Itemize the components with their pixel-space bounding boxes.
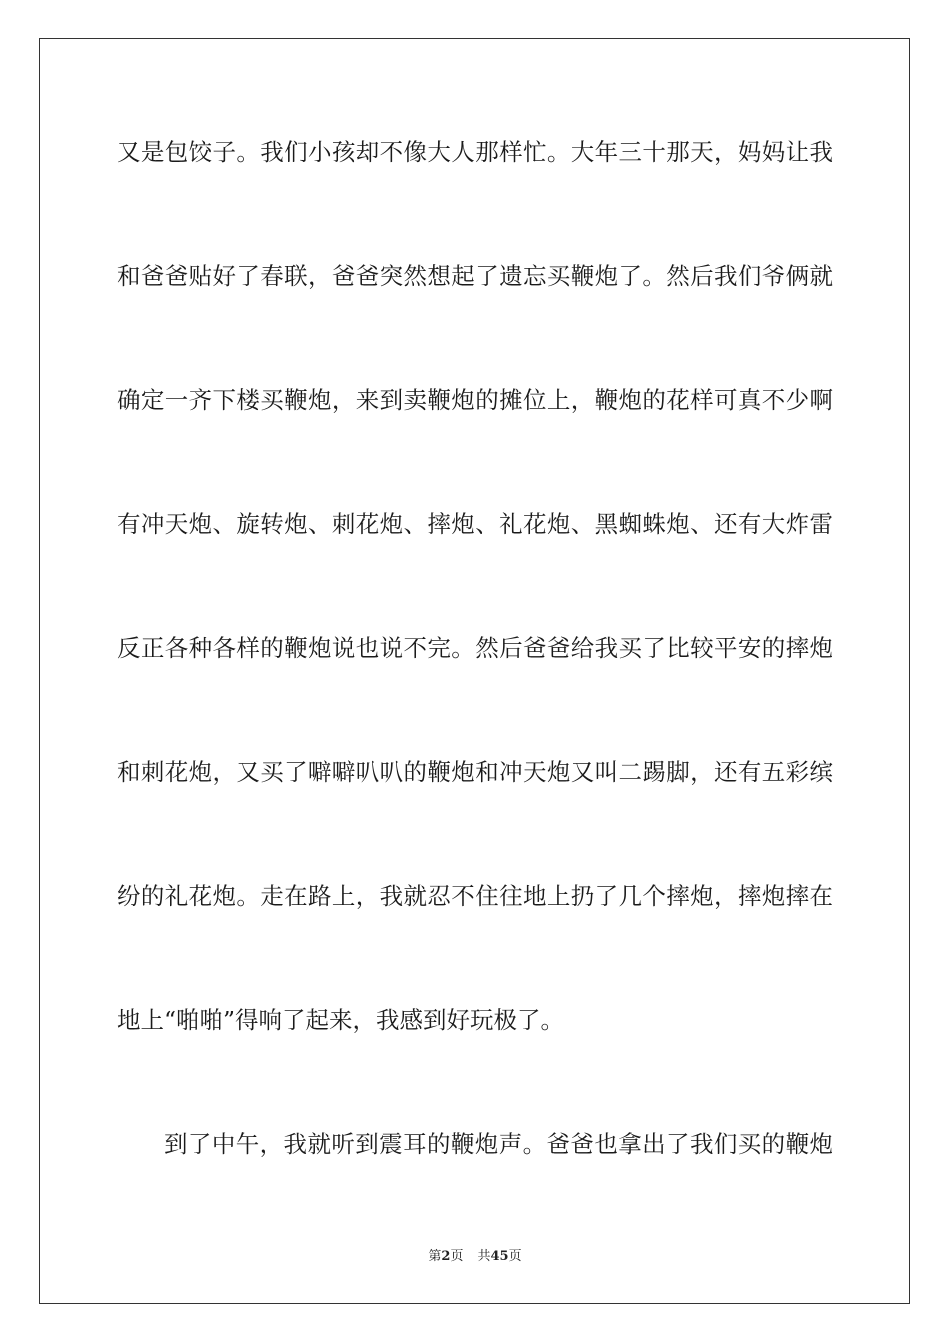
text-line-7: 纷的礼花炮。走在路上，我就忍不住往地上扔了几个摔炮，摔炮摔在 bbox=[117, 882, 833, 910]
text-line-6: 和刺花炮，又买了噼噼叭叭的鞭炮和冲天炮又叫二踢脚，还有五彩缤 bbox=[117, 758, 833, 786]
text-line-2: 和爸爸贴好了春联，爸爸突然想起了遗忘买鞭炮了。然后我们爷俩就 bbox=[117, 262, 833, 290]
text-line-3: 确定一齐下楼买鞭炮，来到卖鞭炮的摊位上，鞭炮的花样可真不少啊 bbox=[117, 386, 833, 414]
total-suffix: 页 bbox=[508, 1249, 522, 1264]
text-line-5: 反正各种各样的鞭炮说也说不完。然后爸爸给我买了比较平安的摔炮 bbox=[117, 634, 833, 662]
page-border bbox=[39, 38, 910, 1304]
total-pages: 45 bbox=[490, 1249, 509, 1264]
total-prefix: 共 bbox=[477, 1249, 491, 1264]
page-suffix: 页 bbox=[450, 1249, 464, 1264]
text-line-8: 地上“啪啪”得响了起来，我感到好玩极了。 bbox=[117, 1006, 565, 1034]
text-line-4: 有冲天炮、旋转炮、刺花炮、摔炮、礼花炮、黑蜘蛛炮、还有大炸雷 bbox=[117, 510, 833, 538]
paragraph-start-line: 到了中午，我就听到震耳的鞭炮声。爸爸也拿出了我们买的鞭炮 bbox=[164, 1130, 833, 1158]
text-line-1: 又是包饺子。我们小孩却不像大人那样忙。大年三十那天，妈妈让我 bbox=[117, 138, 833, 166]
page-footer bbox=[0, 1247, 950, 1267]
page-number: 2 bbox=[441, 1249, 451, 1264]
page-prefix: 第 bbox=[428, 1249, 442, 1264]
